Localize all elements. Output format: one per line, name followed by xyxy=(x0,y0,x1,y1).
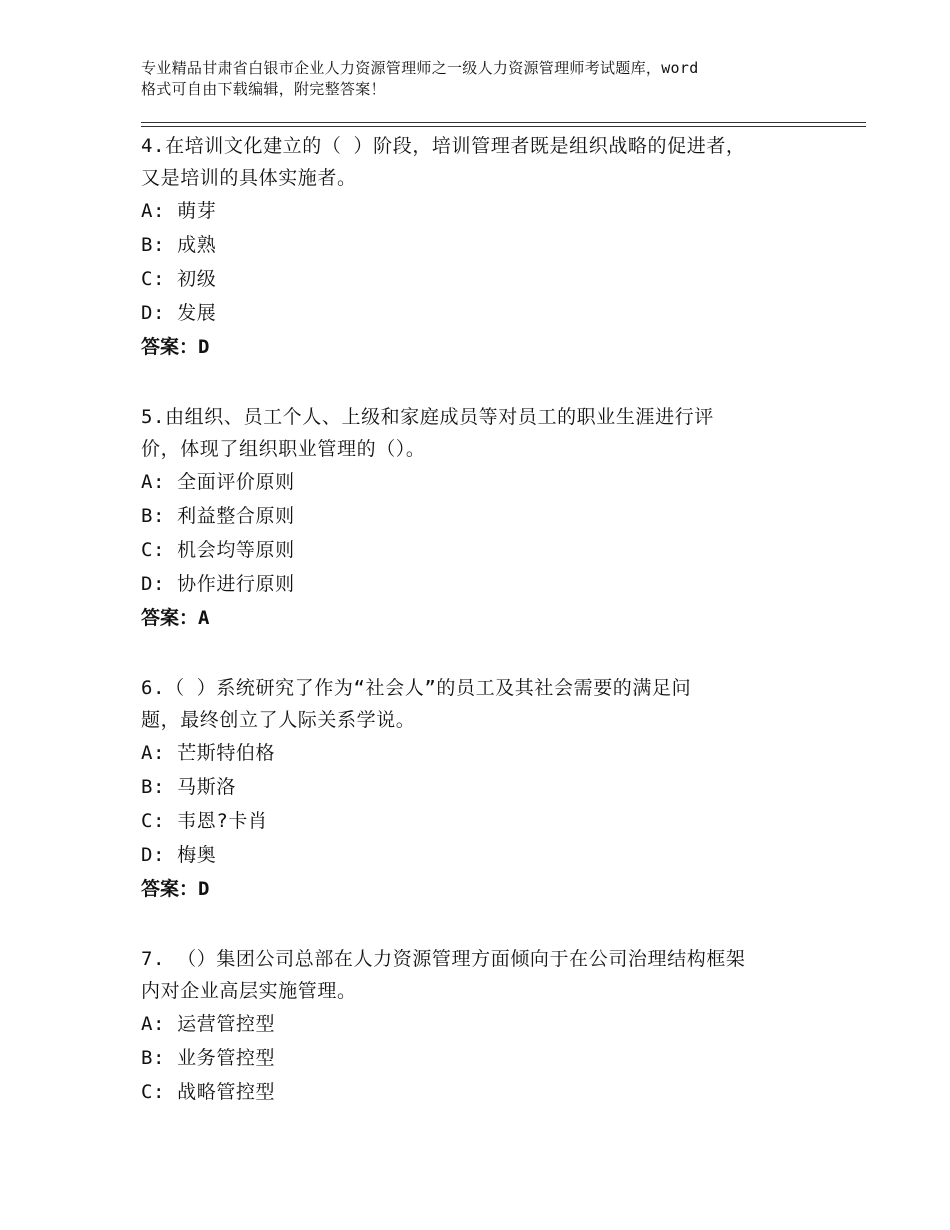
option-c: C: 初级 xyxy=(141,268,217,290)
answer-line xyxy=(141,330,821,364)
question-text-line-1: 7. （）集团公司总部在人力资源管理方面倾向于在公司治理结构框架 xyxy=(141,948,746,970)
option-c: C: 战略管控型 xyxy=(141,1081,276,1103)
option-b: B: 马斯洛 xyxy=(141,776,236,798)
question-text-line-1: 5.由组织、员工个人、上级和家庭成员等对员工的职业生涯进行评 xyxy=(141,406,714,428)
answer-line xyxy=(141,872,821,906)
option-c: C: 韦恩?卡肖 xyxy=(141,810,268,832)
option-d: D: 协作进行原则 xyxy=(141,573,295,595)
question-text-line-1: 4.在培训文化建立的（ ）阶段，培训管理者既是组织战略的促进者， xyxy=(141,135,746,157)
answer-value: A xyxy=(198,607,210,629)
document-header xyxy=(141,58,841,100)
question-6 xyxy=(141,670,821,906)
header-line-1: 专业精品甘肃省白银市企业人力资源管理师之一级人力资源管理师考试题库，word xyxy=(141,59,699,77)
option-c: C: 机会均等原则 xyxy=(141,539,295,561)
question-5 xyxy=(141,399,821,635)
question-text xyxy=(141,670,821,736)
question-text-line-2: 题，最终创立了人际关系学说。 xyxy=(141,709,416,731)
answer-value: D xyxy=(198,336,210,358)
question-text-line-2: 价，体现了组织职业管理的（）。 xyxy=(141,438,426,460)
option-a: A: 运营管控型 xyxy=(141,1013,276,1035)
option-b: B: 业务管控型 xyxy=(141,1047,276,1069)
answer-label: 答案： xyxy=(141,878,199,900)
answer-label: 答案： xyxy=(141,607,199,629)
answer-label: 答案： xyxy=(141,336,199,358)
question-4 xyxy=(141,128,821,364)
question-text xyxy=(141,399,821,465)
question-text xyxy=(141,941,821,1007)
option-b: B: 利益整合原则 xyxy=(141,505,295,527)
header-divider-bottom xyxy=(141,126,866,127)
option-d: D: 发展 xyxy=(141,302,217,324)
question-text-line-2: 又是培训的具体实施者。 xyxy=(141,167,357,189)
question-list xyxy=(141,128,821,1109)
option-b: B: 成熟 xyxy=(141,234,217,256)
question-7 xyxy=(141,941,821,1109)
answer-line xyxy=(141,601,821,635)
header-line-2: 格式可自由下载编辑，附完整答案！ xyxy=(141,80,386,98)
question-text-line-1: 6.（ ）系统研究了作为“社会人”的员工及其社会需要的满足问 xyxy=(141,677,692,699)
question-text-line-2: 内对企业高层实施管理。 xyxy=(141,980,357,1002)
header-divider-top xyxy=(141,122,866,123)
option-a: A: 芒斯特伯格 xyxy=(141,742,276,764)
option-d: D: 梅奥 xyxy=(141,844,217,866)
option-a: A: 全面评价原则 xyxy=(141,471,295,493)
option-a: A: 萌芽 xyxy=(141,200,217,222)
question-text xyxy=(141,128,821,194)
answer-value: D xyxy=(198,878,210,900)
